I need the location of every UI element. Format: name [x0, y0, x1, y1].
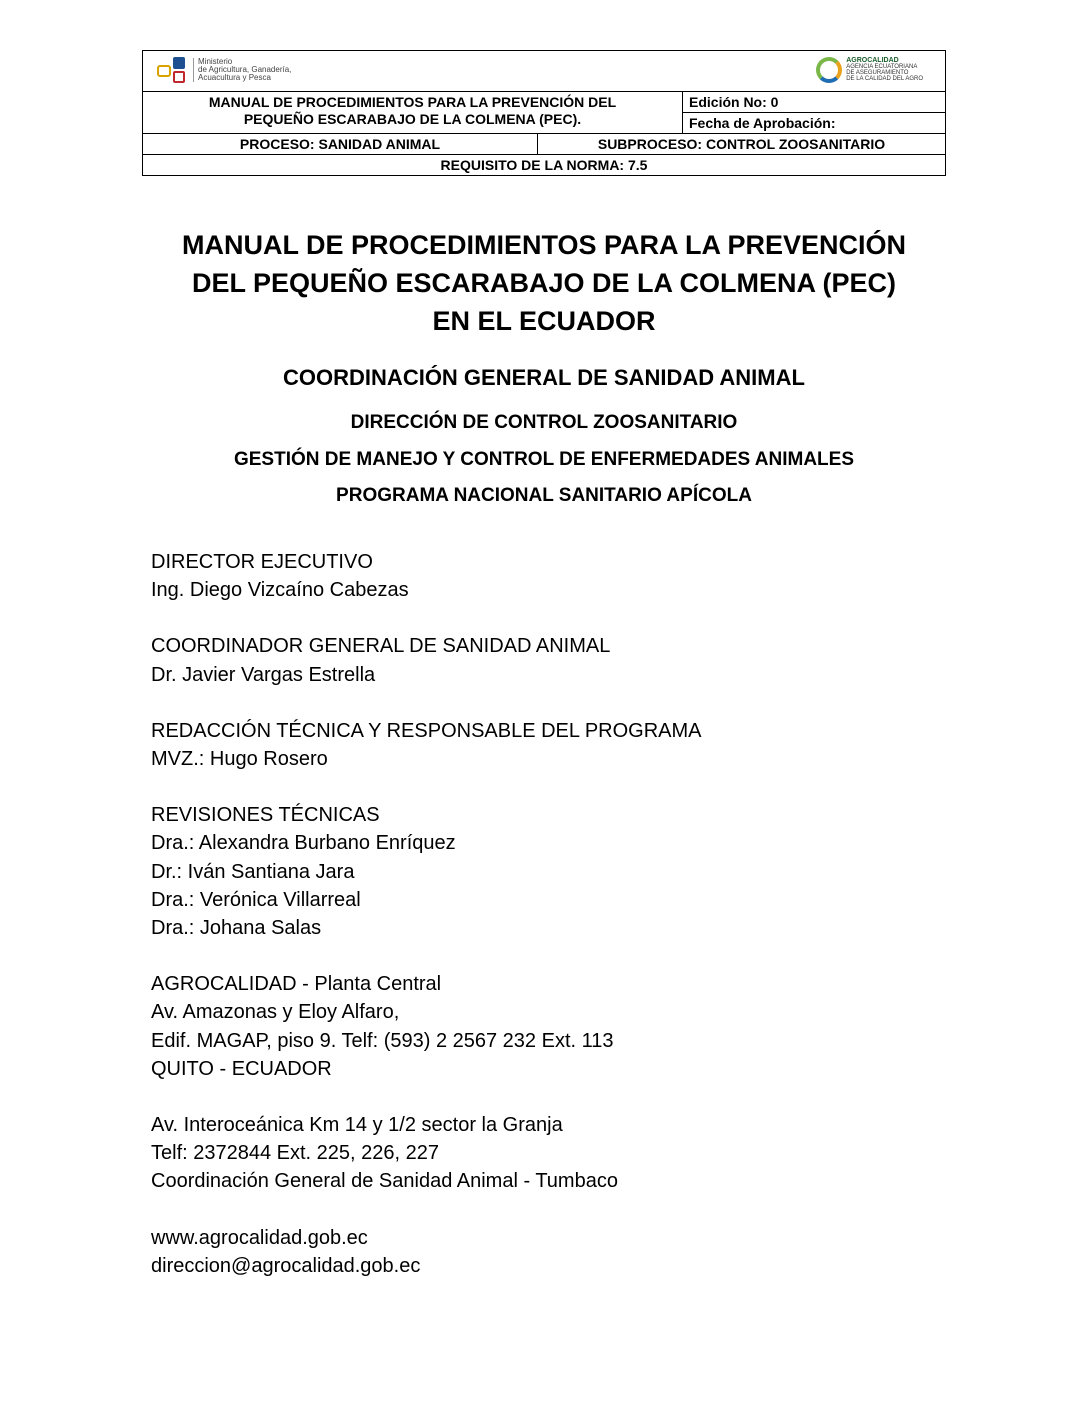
credits-block: [151, 548, 702, 1280]
header-title-row: [143, 92, 945, 134]
agrocalidad-logo-icon: [816, 57, 842, 83]
website-link[interactable]: www.agrocalidad.gob.ec: [151, 1226, 368, 1249]
coordinator-label: COORDINADOR GENERAL DE SANIDAD ANIMAL: [151, 635, 611, 658]
process-label: PROCESO: SANIDAD ANIMAL: [143, 134, 538, 154]
address-line: Edif. MAGAP, piso 9. Telf: (593) 2 2567 232 Ext. 113: [151, 1029, 614, 1052]
approval-date: Fecha de Aprobación:: [689, 115, 836, 131]
address-line: QUITO - ECUADOR: [151, 1057, 332, 1080]
director-label: DIRECTOR EJECUTIVO: [151, 551, 373, 573]
editorial-name: MVZ.: Hugo Rosero: [151, 748, 328, 771]
agrocalidad-logo-text: AGROCALIDAD AGENCIA ECUATORIANA DE ASEGURAMIENTO DE LA CALIDAD DEL AGRO: [846, 57, 923, 82]
reviews-label: REVISIONES TÉCNICAS: [151, 804, 380, 827]
address-line: Av. Amazonas y Eloy Alfaro,: [151, 1001, 400, 1024]
header-process-row: [143, 134, 945, 155]
header-requirement-row: [143, 155, 945, 175]
coordinator-name: Dr. Javier Vargas Estrella: [151, 663, 376, 686]
address-line: AGROCALIDAD - Planta Central: [151, 973, 442, 996]
coordination-heading: COORDINACIÓN GENERAL DE SANIDAD ANIMAL: [283, 365, 805, 390]
director-name: Ing. Diego Vizcaíno Cabezas: [151, 579, 409, 602]
edition-number: Edición No: 0: [683, 92, 945, 113]
header-manual-title: MANUAL DE PROCEDIMIENTOS PARA LA PREVENCIÓN DEL PEQUEÑO ESCARABAJO DE LA COLMENA (PEC).: [143, 92, 683, 133]
program-heading: PROGRAMA NACIONAL SANITARIO APÍCOLA: [336, 485, 752, 506]
reviewer-name: Dra.: Verónica Villarreal: [151, 888, 361, 911]
subprocess-label: SUBPROCESO: CONTROL ZOOSANITARIO: [597, 136, 886, 152]
requirement-label: REQUISITO DE LA NORMA: 7.5: [440, 157, 648, 173]
management-heading: GESTIÓN DE MANEJO Y CONTROL DE ENFERMEDADES ANIMALES: [233, 449, 855, 470]
document-title: MANUAL DE PROCEDIMIENTOS PARA LA PREVENCIÓN DEL PEQUEÑO ESCARABAJO DE LA COLMENA (PEC) EN EL ECUADOR: [181, 230, 907, 336]
ministry-logo-text: Ministerio de Agricultura, Ganadería, Acuacultura y Pesca: [193, 58, 291, 82]
editorial-label: REDACCIÓN TÉCNICA Y RESPONSABLE DEL PROGRAMA: [151, 719, 702, 742]
ministry-logo: [157, 55, 291, 85]
direction-heading: DIRECCIÓN DE CONTROL ZOOSANITARIO: [350, 412, 738, 433]
address-line: Coordinación General de Sanidad Animal - Tumbaco: [151, 1170, 618, 1193]
header-logos-row: [143, 51, 945, 92]
document-header-table: [142, 50, 946, 176]
ministry-logo-icon: [157, 55, 189, 85]
agrocalidad-logo: [816, 57, 923, 83]
header-edition-cell: [683, 92, 945, 133]
email-link[interactable]: direccion@agrocalidad.gob.ec: [151, 1254, 421, 1277]
reviewer-name: Dra.: Alexandra Burbano Enríquez: [151, 832, 456, 855]
address-line: Telf: 2372844 Ext. 225, 226, 227: [151, 1142, 439, 1165]
address-line: Av. Interoceánica Km 14 y 1/2 sector la Granja: [151, 1114, 563, 1137]
reviewer-name: Dr.: Iván Santiana Jara: [151, 860, 355, 883]
reviewer-name: Dra.: Johana Salas: [151, 917, 322, 940]
